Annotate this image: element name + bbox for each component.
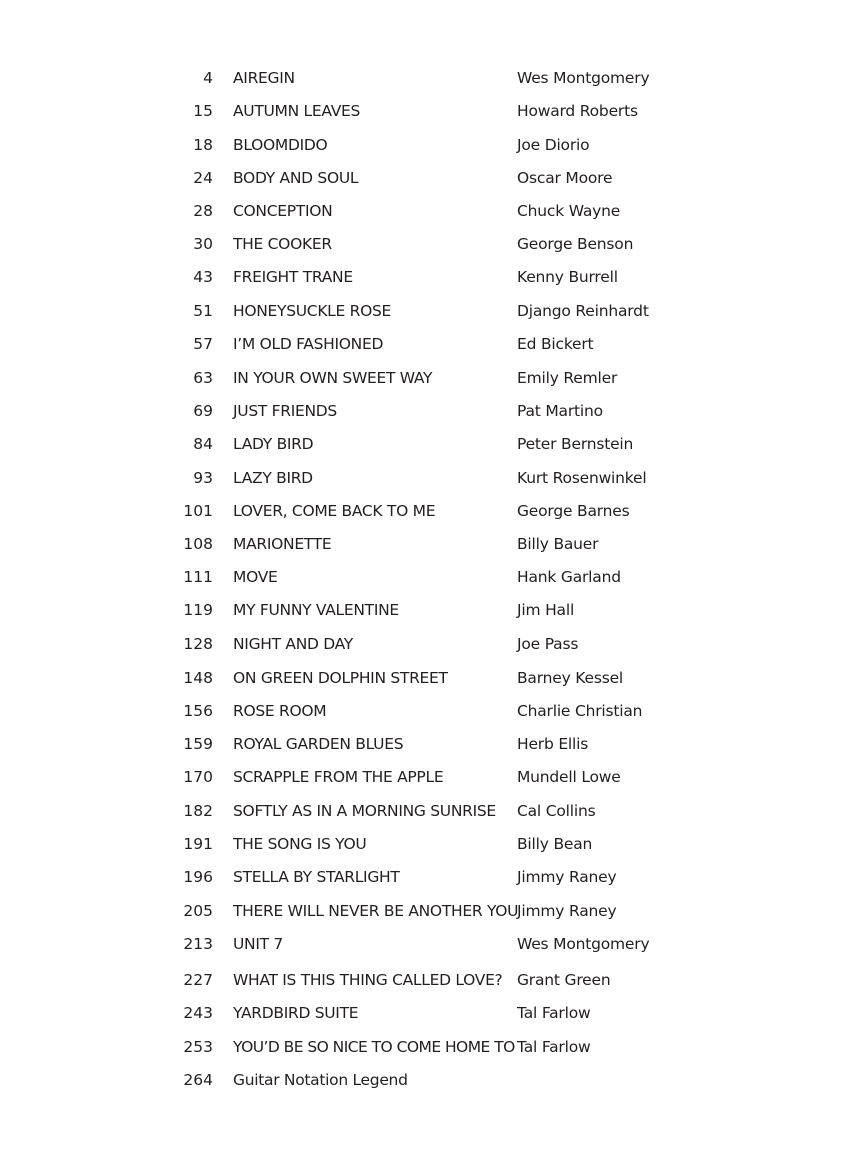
page-number: 57 xyxy=(193,335,213,353)
song-title: AIREGIN xyxy=(233,69,295,87)
artist-name: Pat Martino xyxy=(517,402,603,420)
page-number: 63 xyxy=(193,369,213,387)
artist-name: Tal Farlow xyxy=(517,1004,591,1022)
page-number: 24 xyxy=(193,169,213,187)
page-number: 18 xyxy=(193,136,213,154)
toc-entry-move[interactable] xyxy=(0,563,864,591)
page-number: 182 xyxy=(183,802,213,820)
song-title: HONEYSUCKLE ROSE xyxy=(233,302,392,320)
artist-name: George Benson xyxy=(517,235,634,253)
song-title: THERE WILL NEVER BE ANOTHER YOU xyxy=(233,902,519,920)
song-title: ON GREEN DOLPHIN STREET xyxy=(233,669,448,687)
artist-name: Jimmy Raney xyxy=(517,902,617,920)
page-number: 108 xyxy=(183,535,213,553)
toc-entry-there-will-never-be-another-you[interactable] xyxy=(0,897,864,925)
toc-entry-in-your-own-sweet-way[interactable] xyxy=(0,364,864,392)
artist-name: Billy Bauer xyxy=(517,535,599,553)
toc-entry-royal-garden-blues[interactable] xyxy=(0,730,864,758)
song-title: JUST FRIENDS xyxy=(233,402,337,420)
toc-entry-honeysuckle-rose[interactable] xyxy=(0,297,864,325)
page-number: 51 xyxy=(193,302,213,320)
artist-name: Oscar Moore xyxy=(517,169,613,187)
artist-name: Wes Montgomery xyxy=(517,935,650,953)
song-title: IN YOUR OWN SWEET WAY xyxy=(233,369,433,387)
page-number: 196 xyxy=(183,868,213,886)
toc-entry-marionette[interactable] xyxy=(0,530,864,558)
page-number: 84 xyxy=(193,435,213,453)
song-title: BODY AND SOUL xyxy=(233,169,359,187)
page-number: 264 xyxy=(183,1071,213,1089)
page-number: 28 xyxy=(193,202,213,220)
song-title: MOVE xyxy=(233,568,278,586)
artist-name: Tal Farlow xyxy=(517,1038,591,1056)
song-title: SCRAPPLE FROM THE APPLE xyxy=(233,768,444,786)
artist-name: George Barnes xyxy=(517,502,630,520)
toc-entry-lazy-bird[interactable] xyxy=(0,464,864,492)
artist-name: Billy Bean xyxy=(517,835,593,853)
song-title: SOFTLY AS IN A MORNING SUNRISE xyxy=(233,802,496,820)
page-number: 191 xyxy=(183,835,213,853)
song-title: STELLA BY STARLIGHT xyxy=(233,868,400,886)
toc-entry-unit-7[interactable] xyxy=(0,930,864,958)
page-number: 30 xyxy=(193,235,213,253)
page-number: 205 xyxy=(183,902,213,920)
artist-name: Peter Bernstein xyxy=(517,435,634,453)
toc-entry-autumn-leaves[interactable] xyxy=(0,97,864,125)
page-number: 69 xyxy=(193,402,213,420)
artist-name: Barney Kessel xyxy=(517,669,624,687)
song-title: BLOOMDIDO xyxy=(233,136,328,154)
artist-name: Joe Diorio xyxy=(517,136,590,154)
toc-entry-scrapple-from-the-apple[interactable] xyxy=(0,763,864,791)
toc-entry-rose-room[interactable] xyxy=(0,697,864,725)
toc-entry-just-friends[interactable] xyxy=(0,397,864,425)
page-number: 119 xyxy=(183,601,213,619)
page-number: 15 xyxy=(193,102,213,120)
toc-entry-freight-trane[interactable] xyxy=(0,263,864,291)
artist-name: Django Reinhardt xyxy=(517,302,649,320)
toc-entry-stella-by-starlight[interactable] xyxy=(0,863,864,891)
artist-name: Mundell Lowe xyxy=(517,768,621,786)
page-number: 227 xyxy=(183,971,213,989)
song-title: NIGHT AND DAY xyxy=(233,635,353,653)
page-number: 111 xyxy=(183,568,213,586)
song-title: WHAT IS THIS THING CALLED LOVE? xyxy=(233,971,503,989)
artist-name: Cal Collins xyxy=(517,802,596,820)
artist-name: Howard Roberts xyxy=(517,102,638,120)
page-number: 243 xyxy=(183,1004,213,1022)
toc-entry-lover-come-back-to-me[interactable] xyxy=(0,497,864,525)
song-title: LOVER, COME BACK TO ME xyxy=(233,502,436,520)
song-title: ROYAL GARDEN BLUES xyxy=(233,735,404,753)
artist-name: Jim Hall xyxy=(517,601,575,619)
artist-name: Grant Green xyxy=(517,971,611,989)
toc-entry-body-and-soul[interactable] xyxy=(0,164,864,192)
artist-name: Emily Remler xyxy=(517,369,618,387)
song-title: YOU’D BE SO NICE TO COME HOME TO xyxy=(233,1038,515,1056)
page-number: 128 xyxy=(183,635,213,653)
artist-name: Kurt Rosenwinkel xyxy=(517,469,647,487)
artist-name: Hank Garland xyxy=(517,568,621,586)
page-number: 170 xyxy=(183,768,213,786)
song-title: AUTUMN LEAVES xyxy=(233,102,361,120)
song-title: Guitar Notation Legend xyxy=(233,1071,408,1089)
song-title: I’M OLD FASHIONED xyxy=(233,335,384,353)
page-number: 101 xyxy=(183,502,213,520)
toc-entry-the-song-is-you[interactable] xyxy=(0,830,864,858)
page-number: 253 xyxy=(183,1038,213,1056)
toc-entry-my-funny-valentine[interactable] xyxy=(0,596,864,624)
artist-name: Jimmy Raney xyxy=(517,868,617,886)
song-title: CONCEPTION xyxy=(233,202,333,220)
page-number: 159 xyxy=(183,735,213,753)
toc-entry-what-is-this-thing-called-love[interactable] xyxy=(0,966,864,994)
toc-entry-yardbird-suite[interactable] xyxy=(0,999,864,1027)
artist-name: Charlie Christian xyxy=(517,702,643,720)
song-title: LADY BIRD xyxy=(233,435,314,453)
page-number: 4 xyxy=(203,69,213,87)
song-title: ROSE ROOM xyxy=(233,702,327,720)
toc-entry-lady-bird[interactable] xyxy=(0,430,864,458)
song-title: MARIONETTE xyxy=(233,535,332,553)
toc-entry-bloomdido[interactable] xyxy=(0,131,864,159)
toc-entry-im-old-fashioned[interactable] xyxy=(0,330,864,358)
artist-name: Ed Bickert xyxy=(517,335,594,353)
song-title: MY FUNNY VALENTINE xyxy=(233,601,399,619)
artist-name: Joe Pass xyxy=(517,635,579,653)
artist-name: Chuck Wayne xyxy=(517,202,621,220)
song-title: YARDBIRD SUITE xyxy=(233,1004,359,1022)
song-title: UNIT 7 xyxy=(233,935,283,953)
artist-name: Herb Ellis xyxy=(517,735,589,753)
song-title: THE COOKER xyxy=(233,235,332,253)
page-number: 213 xyxy=(183,935,213,953)
toc-entry-youd-be-so-nice-to-come-home-to[interactable] xyxy=(0,1033,864,1061)
toc-entry-airegin[interactable] xyxy=(0,64,864,92)
toc-entry-night-and-day[interactable] xyxy=(0,630,864,658)
artist-name: Kenny Burrell xyxy=(517,268,618,286)
toc-entry-the-cooker[interactable] xyxy=(0,230,864,258)
toc-entry-conception[interactable] xyxy=(0,197,864,225)
page-number: 148 xyxy=(183,669,213,687)
page-number: 156 xyxy=(183,702,213,720)
song-title: THE SONG IS YOU xyxy=(233,835,367,853)
song-title: FREIGHT TRANE xyxy=(233,268,353,286)
artist-name: Wes Montgomery xyxy=(517,69,650,87)
toc-entry-guitar-notation-legend[interactable] xyxy=(0,1066,864,1094)
page-number: 43 xyxy=(193,268,213,286)
page-number: 93 xyxy=(193,469,213,487)
song-title: LAZY BIRD xyxy=(233,469,313,487)
toc-entry-on-green-dolphin-street[interactable] xyxy=(0,664,864,692)
toc-entry-softly-as-in-a-morning-sunrise[interactable] xyxy=(0,797,864,825)
